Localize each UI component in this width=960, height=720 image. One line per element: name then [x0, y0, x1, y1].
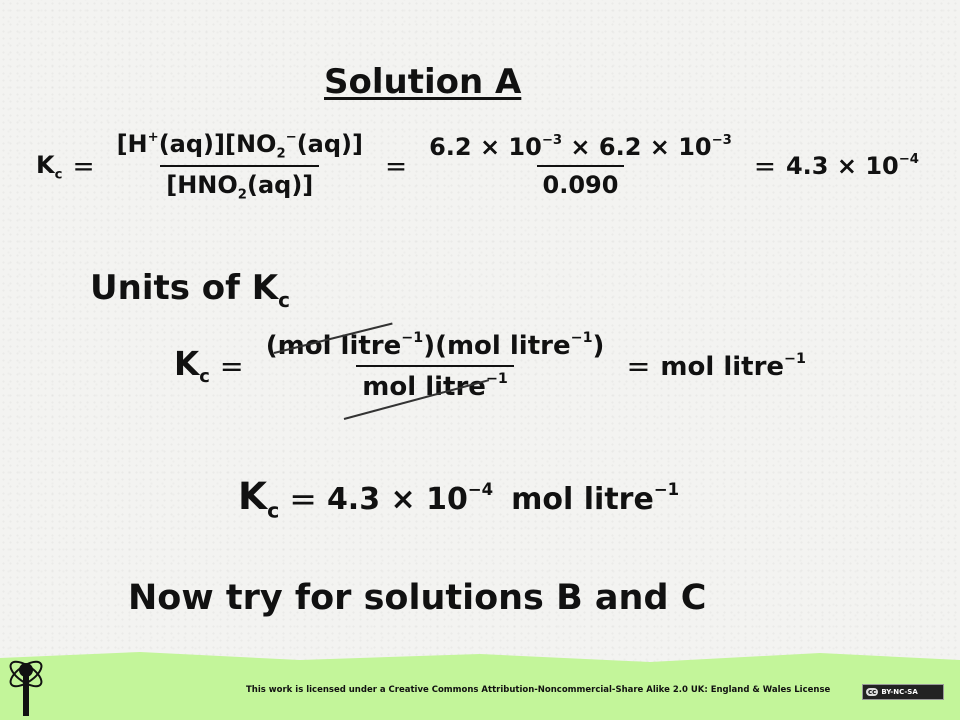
next-task-prompt: Now try for solutions B and C — [128, 578, 707, 618]
numeric-denominator: 0.090 — [537, 165, 625, 199]
kc-symbol: $K_c$ — [36, 150, 63, 182]
cc-icon: cc — [868, 688, 877, 696]
numeric-fraction — [423, 133, 738, 199]
kc-final-value: $4.3 \times 10^{-4}$ — [326, 479, 494, 517]
kc-final-unit: mol litre$^{-1}$ — [511, 479, 680, 517]
numeric-numerator: $6.2 \times 10^{-3} \times 6.2 \times 10^{-3}$ — [429, 133, 732, 162]
units-denominator: mol litre$^{-1}$ — [356, 365, 514, 402]
units-heading: Units of $K_c$ — [90, 268, 290, 312]
units-result: mol litre$^{-1}$ — [660, 350, 806, 382]
microphone-atom-logo-icon — [4, 650, 58, 718]
cc-badge-text: BY-NC-SA — [881, 688, 918, 696]
units-equation: $K_c$ = $\frac{(mol litre^{-1})(mol litre^{-1})}{mol litre^{-1}}$ = mol litre$^{-1}$ — [174, 330, 806, 403]
cc-license-badge[interactable] — [862, 684, 944, 700]
footer-band — [0, 648, 960, 720]
concentration-fraction — [111, 130, 369, 203]
fraction-numerator: $[H^+(aq)][NO_2^-(aq)]$ — [116, 130, 363, 162]
kc-symbol: $K_c$ — [238, 474, 280, 523]
slide-title: Solution A — [324, 62, 522, 102]
kc-symbol: $K_c$ — [174, 345, 210, 388]
license-text: This work is licensed under a Creative Commons Attribution-Noncommercial-Share Alike 2.0 UK: England & Wales License — [246, 685, 831, 695]
kc-expression-equation: $K_c$ = $\frac{[H^+(aq)][NO_2^-(aq)]}{[HNO_2(aq)]}$ = $\frac{6.2 \times 10^{-3} \times 6.2 \times 10^{-3}}{0.090}$ = $4.3 \times 10^{-4}$ — [36, 130, 919, 203]
final-kc-equation: $K_c$ = $4.3 \times 10^{-4}$ mol litre$^{-1}$ — [238, 474, 680, 523]
kc-result: $4.3 \times 10^{-4}$ — [785, 152, 919, 181]
units-fraction — [260, 330, 611, 402]
fraction-denominator: $[HNO_2(aq)]$ — [160, 165, 319, 202]
units-numerator: (mol litre$^{-1}$)(mol litre$^{-1}$) — [265, 330, 605, 362]
